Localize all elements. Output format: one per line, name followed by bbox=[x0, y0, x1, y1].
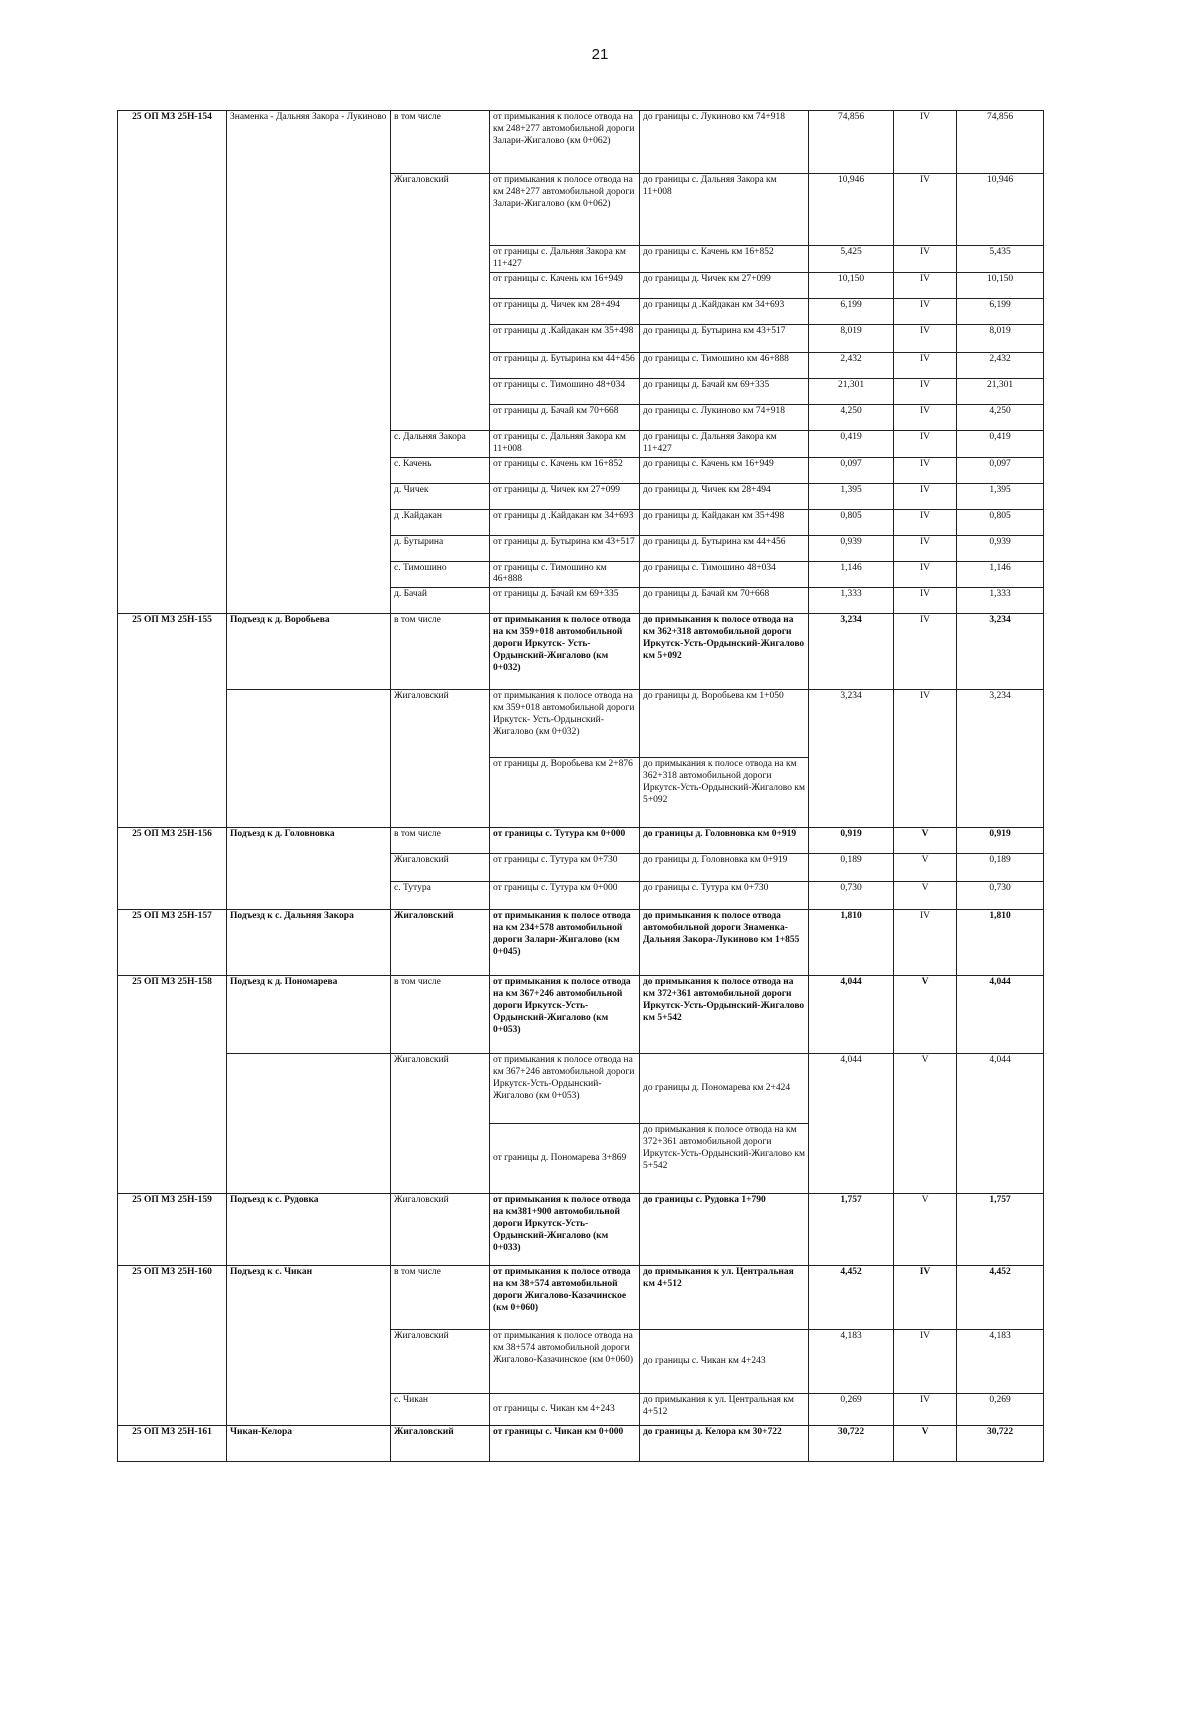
table-row bbox=[118, 1194, 1044, 1266]
to-point: до границы д .Кайдакан км 34+693 bbox=[640, 298, 809, 324]
table-row bbox=[118, 614, 1044, 690]
total-length: 0,189 bbox=[957, 854, 1044, 882]
road-code: 25 ОП МЗ 25Н-158 bbox=[118, 976, 227, 1194]
district: д. Чичек bbox=[391, 483, 490, 509]
from-point: от границы с. Дальняя Закора км 11+008 bbox=[490, 430, 640, 457]
category: IV bbox=[894, 352, 957, 378]
category: IV bbox=[894, 298, 957, 324]
length: 4,183 bbox=[809, 1330, 894, 1394]
category: V bbox=[894, 1194, 957, 1266]
length: 10,946 bbox=[809, 174, 894, 246]
total-length: 5,435 bbox=[957, 246, 1044, 273]
from-point: от границы с. Тимошино км 46+888 bbox=[490, 561, 640, 588]
road-name: Подъезд к д. Воробьева bbox=[227, 614, 391, 690]
district: д. Бачай bbox=[391, 588, 490, 614]
category: IV bbox=[894, 614, 957, 690]
road-name: Знаменка - Дальняя Закора - Лукиново bbox=[227, 111, 391, 614]
road-code: 25 ОП МЗ 25Н-159 bbox=[118, 1194, 227, 1266]
road-register-table-wrapper bbox=[117, 110, 1043, 1462]
district: в том числе bbox=[391, 828, 490, 854]
from-point: от примыкания к полосе отвода на км 359+018 автомобильной дороги Иркутск- Усть-Ордынский-Жигалово (км 0+032) bbox=[490, 690, 640, 758]
category: IV bbox=[894, 1266, 957, 1330]
length: 0,939 bbox=[809, 535, 894, 561]
district: с. Тимошино bbox=[391, 561, 490, 588]
district: с. Качень bbox=[391, 457, 490, 483]
length: 4,250 bbox=[809, 404, 894, 430]
from-point: от примыкания к полосе отвода на км 367+246 автомобильной дороги Иркутск-Усть-Ордынский-Жигалово (км 0+053) bbox=[490, 1054, 640, 1124]
to-point: до примыкания к полосе отвода на км 372+361 автомобильной дороги Иркутск-Усть-Ордынский-Жигалово км 5+542 bbox=[640, 1124, 809, 1194]
from-point: от границы с. Тутура км 0+000 bbox=[490, 882, 640, 910]
district: с. Тутура bbox=[391, 882, 490, 910]
from-point: от границы д. Бачай км 69+335 bbox=[490, 588, 640, 614]
to-point: до границы д. Головновка км 0+919 bbox=[640, 828, 809, 854]
table-row bbox=[118, 1266, 1044, 1330]
from-point: от границы д. Бутырина км 44+456 bbox=[490, 352, 640, 378]
length: 0,919 bbox=[809, 828, 894, 854]
to-point: до границы д. Бутырина км 43+517 bbox=[640, 324, 809, 352]
category: IV bbox=[894, 588, 957, 614]
from-point: от границы с. Тутура км 0+000 bbox=[490, 828, 640, 854]
category: IV bbox=[894, 509, 957, 535]
road-code: 25 ОП МЗ 25Н-157 bbox=[118, 910, 227, 976]
category: IV bbox=[894, 272, 957, 298]
total-length: 4,044 bbox=[957, 1054, 1044, 1194]
category: V bbox=[894, 1054, 957, 1194]
to-point: до границы д. Бутырина км 44+456 bbox=[640, 535, 809, 561]
from-point: от примыкания к полосе отвода на км 38+574 автомобильной дороги Жигалово-Казачинское (км 0+060) bbox=[490, 1330, 640, 1394]
from-point: от границы д. Чичек км 28+494 bbox=[490, 298, 640, 324]
total-length: 0,419 bbox=[957, 430, 1044, 457]
category: V bbox=[894, 828, 957, 854]
table-row bbox=[118, 910, 1044, 976]
from-point: от границы с. Чикан км 0+000 bbox=[490, 1426, 640, 1462]
length: 0,097 bbox=[809, 457, 894, 483]
to-point: до границы с. Качень км 16+852 bbox=[640, 246, 809, 273]
category: IV bbox=[894, 404, 957, 430]
table-row bbox=[118, 1426, 1044, 1462]
road-name: Подъезд к д. Пономарева bbox=[227, 976, 391, 1054]
total-length: 30,722 bbox=[957, 1426, 1044, 1462]
district: д .Кайдакан bbox=[391, 509, 490, 535]
to-point: до границы с. Дальняя Закора км 11+427 bbox=[640, 430, 809, 457]
district: Жигаловский bbox=[391, 1330, 490, 1394]
district: в том числе bbox=[391, 1266, 490, 1330]
category: IV bbox=[894, 430, 957, 457]
total-length: 10,150 bbox=[957, 272, 1044, 298]
from-point: от границы д .Кайдакан км 35+498 bbox=[490, 324, 640, 352]
district: в том числе bbox=[391, 976, 490, 1054]
total-length: 0,939 bbox=[957, 535, 1044, 561]
length: 1,146 bbox=[809, 561, 894, 588]
total-length: 21,301 bbox=[957, 378, 1044, 404]
length: 74,856 bbox=[809, 111, 894, 174]
to-point: до границы с. Дальняя Закора км 11+008 bbox=[640, 174, 809, 246]
to-point: до границы д. Чичек км 27+099 bbox=[640, 272, 809, 298]
page-number: 21 bbox=[591, 46, 609, 63]
category: V bbox=[894, 882, 957, 910]
road-name: Подъезд к с. Чикан bbox=[227, 1266, 391, 1426]
total-length: 4,250 bbox=[957, 404, 1044, 430]
total-length: 1,757 bbox=[957, 1194, 1044, 1266]
to-point: до границы с. Лукиново км 74+918 bbox=[640, 404, 809, 430]
total-length: 1,395 bbox=[957, 483, 1044, 509]
district: Жигаловский bbox=[391, 910, 490, 976]
total-length: 4,183 bbox=[957, 1330, 1044, 1394]
to-point: до границы д. Пономарева км 2+424 bbox=[640, 1054, 809, 1124]
category: IV bbox=[894, 324, 957, 352]
road-code: 25 ОП МЗ 25Н-155 bbox=[118, 614, 227, 828]
from-point: от границы с. Дальняя Закора км 11+427 bbox=[490, 246, 640, 273]
length: 0,419 bbox=[809, 430, 894, 457]
road-code: 25 ОП МЗ 25Н-161 bbox=[118, 1426, 227, 1462]
road-register-table bbox=[117, 110, 1044, 1462]
category: IV bbox=[894, 378, 957, 404]
total-length: 0,730 bbox=[957, 882, 1044, 910]
category: IV bbox=[894, 1330, 957, 1394]
road-code: 25 ОП МЗ 25Н-156 bbox=[118, 828, 227, 910]
length: 2,432 bbox=[809, 352, 894, 378]
total-length: 10,946 bbox=[957, 174, 1044, 246]
category: V bbox=[894, 976, 957, 1054]
total-length: 1,333 bbox=[957, 588, 1044, 614]
district: в том числе bbox=[391, 614, 490, 690]
length: 6,199 bbox=[809, 298, 894, 324]
length: 4,452 bbox=[809, 1266, 894, 1330]
empty-cell bbox=[227, 690, 391, 828]
category: IV bbox=[894, 483, 957, 509]
to-point: до границы с. Тимошино км 46+888 bbox=[640, 352, 809, 378]
from-point: от границы с. Качень км 16+852 bbox=[490, 457, 640, 483]
from-point: от примыкания к полосе отвода на км 367+246 автомобильной дороги Иркутск-Усть-Ордынский-Жигалово (км 0+053) bbox=[490, 976, 640, 1054]
total-length: 6,199 bbox=[957, 298, 1044, 324]
to-point: до границы с. Лукиново км 74+918 bbox=[640, 111, 809, 174]
to-point: до примыкания к полосе отвода на км 362+318 автомобильной дороги Иркутск-Усть-Ордынский-Жигалово км 5+092 bbox=[640, 614, 809, 690]
length: 21,301 bbox=[809, 378, 894, 404]
total-length: 0,919 bbox=[957, 828, 1044, 854]
category: IV bbox=[894, 910, 957, 976]
district: с. Чикан bbox=[391, 1394, 490, 1426]
to-point: до границы с. Качень км 16+949 bbox=[640, 457, 809, 483]
table-row bbox=[118, 828, 1044, 854]
district: с. Дальняя Закора bbox=[391, 430, 490, 457]
to-point: до границы д. Чичек км 28+494 bbox=[640, 483, 809, 509]
length: 3,234 bbox=[809, 614, 894, 690]
length: 8,019 bbox=[809, 324, 894, 352]
from-point: от границы д. Пономарева 3+869 bbox=[490, 1124, 640, 1194]
to-point: до границы д. Воробьева км 1+050 bbox=[640, 690, 809, 758]
to-point: до примыкания к полосе отвода на км 372+361 автомобильной дороги Иркутск-Усть-Ордынский-Жигалово км 5+542 bbox=[640, 976, 809, 1054]
road-code: 25 ОП МЗ 25Н-160 bbox=[118, 1266, 227, 1426]
road-name: Подъезд к с. Рудовка bbox=[227, 1194, 391, 1266]
category: IV bbox=[894, 457, 957, 483]
length: 10,150 bbox=[809, 272, 894, 298]
road-name: Подъезд к д. Головновка bbox=[227, 828, 391, 910]
category: IV bbox=[894, 535, 957, 561]
from-point: от границы с. Чикан км 4+243 bbox=[490, 1394, 640, 1426]
from-point: от примыкания к полосе отвода на км381+900 автомобильной дороги Иркутск-Усть-Ордынский-Жигалово (км 0+033) bbox=[490, 1194, 640, 1266]
total-length: 0,097 bbox=[957, 457, 1044, 483]
total-length: 4,044 bbox=[957, 976, 1044, 1054]
to-point: до границы д. Кайдакан км 35+498 bbox=[640, 509, 809, 535]
district: Жигаловский bbox=[391, 174, 490, 431]
from-point: от границы с. Тимошино 48+034 bbox=[490, 378, 640, 404]
district: д. Бутырина bbox=[391, 535, 490, 561]
from-point: от границы д. Бутырина км 43+517 bbox=[490, 535, 640, 561]
length: 3,234 bbox=[809, 690, 894, 828]
road-name: Чикан-Келора bbox=[227, 1426, 391, 1462]
from-point: от границы д. Бачай км 70+668 bbox=[490, 404, 640, 430]
length: 1,395 bbox=[809, 483, 894, 509]
length: 1,810 bbox=[809, 910, 894, 976]
length: 1,757 bbox=[809, 1194, 894, 1266]
from-point: от примыкания к полосе отвода на км 234+578 автомобильной дороги Залари-Жигалово (км 0+045) bbox=[490, 910, 640, 976]
length: 0,189 bbox=[809, 854, 894, 882]
district: Жигаловский bbox=[391, 1426, 490, 1462]
category: V bbox=[894, 1426, 957, 1462]
length: 5,425 bbox=[809, 246, 894, 273]
table-row bbox=[118, 976, 1044, 1054]
from-point: от примыкания к полосе отвода на км 38+574 автомобильной дороги Жигалово-Казачинское (км 0+060) bbox=[490, 1266, 640, 1330]
total-length: 0,269 bbox=[957, 1394, 1044, 1426]
to-point: до границы д. Келора км 30+722 bbox=[640, 1426, 809, 1462]
to-point: до границы д. Бачай км 69+335 bbox=[640, 378, 809, 404]
total-length: 3,234 bbox=[957, 690, 1044, 828]
table-row bbox=[118, 1054, 1044, 1124]
from-point: от примыкания к полосе отвода на км 248+277 автомобильной дороги Залари-Жигалово (км 0+062) bbox=[490, 111, 640, 174]
from-point: от границы д. Чичек км 27+099 bbox=[490, 483, 640, 509]
length: 0,805 bbox=[809, 509, 894, 535]
to-point: до примыкания к ул. Центральная км 4+512 bbox=[640, 1266, 809, 1330]
to-point: до примыкания к ул. Центральная км 4+512 bbox=[640, 1394, 809, 1426]
table-row bbox=[118, 690, 1044, 758]
length: 30,722 bbox=[809, 1426, 894, 1462]
category: IV bbox=[894, 246, 957, 273]
category: V bbox=[894, 854, 957, 882]
district: Жигаловский bbox=[391, 854, 490, 882]
from-point: от примыкания к полосе отвода на км 248+277 автомобильной дороги Залари-Жигалово (км 0+062) bbox=[490, 174, 640, 246]
empty-cell bbox=[227, 1054, 391, 1194]
to-point: до границы с. Чикан км 4+243 bbox=[640, 1330, 809, 1394]
table-row bbox=[118, 111, 1044, 174]
from-point: от границы д. Воробьева км 2+876 bbox=[490, 758, 640, 828]
length: 4,044 bbox=[809, 976, 894, 1054]
from-point: от границы с. Тутура км 0+730 bbox=[490, 854, 640, 882]
total-length: 74,856 bbox=[957, 111, 1044, 174]
road-name: Подъезд к с. Дальняя Закора bbox=[227, 910, 391, 976]
table-body bbox=[118, 111, 1044, 1462]
category: IV bbox=[894, 174, 957, 246]
to-point: до примыкания к полосе отвода автомобильной дороги Знаменка-Дальняя Закора-Лукиново км 1+855 bbox=[640, 910, 809, 976]
to-point: до границы с. Рудовка 1+790 bbox=[640, 1194, 809, 1266]
category: IV bbox=[894, 111, 957, 174]
total-length: 1,810 bbox=[957, 910, 1044, 976]
to-point: до границы д. Бачай км 70+668 bbox=[640, 588, 809, 614]
to-point: до границы с. Тутура км 0+730 bbox=[640, 882, 809, 910]
length: 1,333 bbox=[809, 588, 894, 614]
district: в том числе bbox=[391, 111, 490, 174]
total-length: 8,019 bbox=[957, 324, 1044, 352]
from-point: от границы д .Кайдакан км 34+693 bbox=[490, 509, 640, 535]
category: IV bbox=[894, 1394, 957, 1426]
to-point: до границы д. Головновка км 0+919 bbox=[640, 854, 809, 882]
total-length: 1,146 bbox=[957, 561, 1044, 588]
district: Жигаловский bbox=[391, 1194, 490, 1266]
road-code: 25 ОП МЗ 25Н-154 bbox=[118, 111, 227, 614]
length: 0,269 bbox=[809, 1394, 894, 1426]
total-length: 3,234 bbox=[957, 614, 1044, 690]
from-point: от границы с. Качень км 16+949 bbox=[490, 272, 640, 298]
category: IV bbox=[894, 690, 957, 828]
to-point: до примыкания к полосе отвода на км 362+318 автомобильной дороги Иркутск-Усть-Ордынский-Жигалово км 5+092 bbox=[640, 758, 809, 828]
category: IV bbox=[894, 561, 957, 588]
length: 4,044 bbox=[809, 1054, 894, 1194]
to-point: до границы с. Тимошино 48+034 bbox=[640, 561, 809, 588]
district: Жигаловский bbox=[391, 690, 490, 828]
total-length: 2,432 bbox=[957, 352, 1044, 378]
length: 0,730 bbox=[809, 882, 894, 910]
total-length: 4,452 bbox=[957, 1266, 1044, 1330]
total-length: 0,805 bbox=[957, 509, 1044, 535]
from-point: от примыкания к полосе отвода на км 359+018 автомобильной дороги Иркутск- Усть-Ордынский-Жигалово (км 0+032) bbox=[490, 614, 640, 690]
district: Жигаловский bbox=[391, 1054, 490, 1194]
